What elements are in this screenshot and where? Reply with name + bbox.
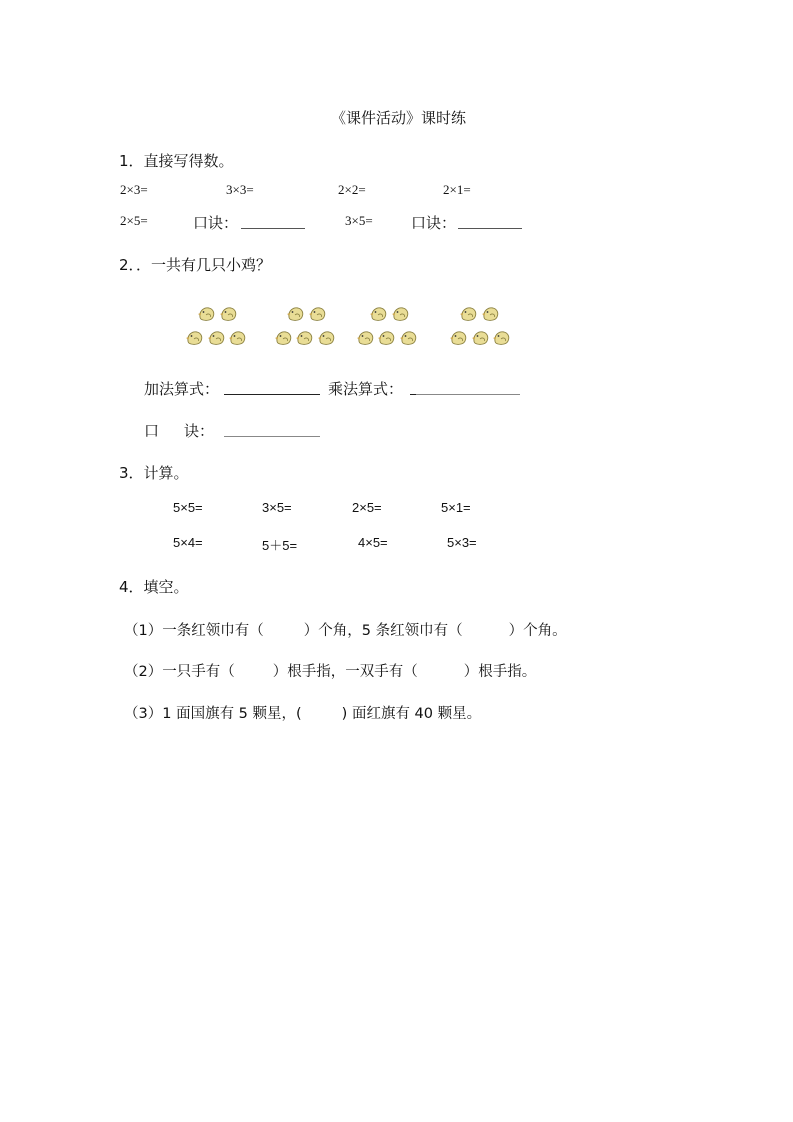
chick-icon bbox=[220, 308, 236, 321]
q1-eq-2: 3×3= bbox=[226, 182, 254, 197]
q2-koujue-answer-line[interactable] bbox=[224, 436, 320, 437]
q1-answer-line-1[interactable] bbox=[241, 228, 305, 229]
q4-item-1-part1: 一条红领巾有（ bbox=[162, 623, 264, 639]
q1-eq-6: 3×5= bbox=[345, 213, 373, 228]
q4-item-2-part2: ）根手指，一双手有（ bbox=[272, 664, 418, 680]
q4-item-1-part3: ）个角。 bbox=[508, 623, 567, 639]
q3-eq-7: 4×5= bbox=[358, 535, 388, 550]
q3-heading: 3．计算。 bbox=[119, 464, 189, 482]
chick-icon bbox=[208, 332, 224, 345]
q4-heading: 4．填空。 bbox=[119, 578, 189, 596]
chick-icon bbox=[450, 332, 466, 345]
q1-eq-5: 2×5= bbox=[120, 213, 148, 228]
chick-icon bbox=[357, 332, 373, 345]
q4-item-3 bbox=[124, 702, 481, 723]
chick-icon bbox=[198, 308, 214, 321]
chick-icon bbox=[229, 332, 245, 345]
q1-heading: 1．直接写得数。 bbox=[119, 152, 234, 170]
chick-icon bbox=[275, 332, 291, 345]
q2-mul-label: 乘法算式： bbox=[328, 380, 404, 398]
chick-icon bbox=[392, 308, 408, 321]
chick-icon bbox=[400, 332, 416, 345]
q1-eq-3: 2×2= bbox=[338, 182, 366, 197]
chick-icon bbox=[493, 332, 509, 345]
q3-eq-5: 5×4= bbox=[173, 535, 203, 550]
q1-answer-line-2[interactable] bbox=[458, 228, 522, 229]
q4-item-1-part2: ）个角，5 条红领巾有（ bbox=[303, 623, 463, 639]
chick-icon bbox=[472, 332, 488, 345]
chick-icon bbox=[318, 332, 334, 345]
q3-eq-8: 5×3= bbox=[447, 535, 477, 550]
q4-item-3-part2: ) 面红旗有 40 颗星。 bbox=[341, 706, 482, 722]
q4-item-2-part3: ）根手指。 bbox=[463, 664, 537, 680]
chick-icon bbox=[309, 308, 325, 321]
q3-eq-6: 5＋5= bbox=[262, 538, 298, 553]
q4-item-2-num: （2） bbox=[124, 664, 163, 680]
q3-eq-3: 2×5= bbox=[352, 500, 382, 515]
page-title: 《课件活动》课时练 bbox=[331, 109, 467, 127]
chick-icon bbox=[378, 332, 394, 345]
q2-kou: 口 bbox=[144, 422, 160, 440]
chick-icon bbox=[296, 332, 312, 345]
q1-eq-1: 2×3= bbox=[120, 182, 148, 197]
q1-koujue-label-1: 口诀： bbox=[193, 214, 239, 232]
q4-item-2-part1: 一只手有（ bbox=[162, 664, 235, 680]
chick-icon bbox=[370, 308, 386, 321]
q4-item-3-num: （3） bbox=[124, 706, 163, 722]
chick-icon bbox=[287, 308, 303, 321]
q1-koujue-label-2: 口诀： bbox=[411, 214, 457, 232]
q4-item-2 bbox=[124, 660, 536, 681]
q4-item-1-num: （1） bbox=[124, 623, 163, 639]
q3-eq-4: 5×1= bbox=[441, 500, 471, 515]
q2-jue: 诀： bbox=[184, 422, 215, 440]
chick-icon bbox=[482, 308, 498, 321]
chick-icon bbox=[186, 332, 202, 345]
q3-eq-2: 3×5= bbox=[262, 500, 292, 515]
q1-eq-4: 2×1= bbox=[443, 182, 471, 197]
chick-icon bbox=[460, 308, 476, 321]
q2-add-label: 加法算式： bbox=[144, 380, 220, 398]
q2-mul-answer-line[interactable] bbox=[416, 394, 520, 395]
chick-groups bbox=[180, 298, 520, 354]
q4-item-1 bbox=[124, 619, 567, 640]
q4-item-3-part1: 1 面国旗有 5 颗星，( bbox=[162, 706, 302, 722]
q2-heading: 2．．一共有几只小鸡？ bbox=[119, 256, 272, 274]
q3-eq-1: 5×5= bbox=[173, 500, 203, 515]
q2-add-answer-line[interactable] bbox=[224, 394, 320, 395]
